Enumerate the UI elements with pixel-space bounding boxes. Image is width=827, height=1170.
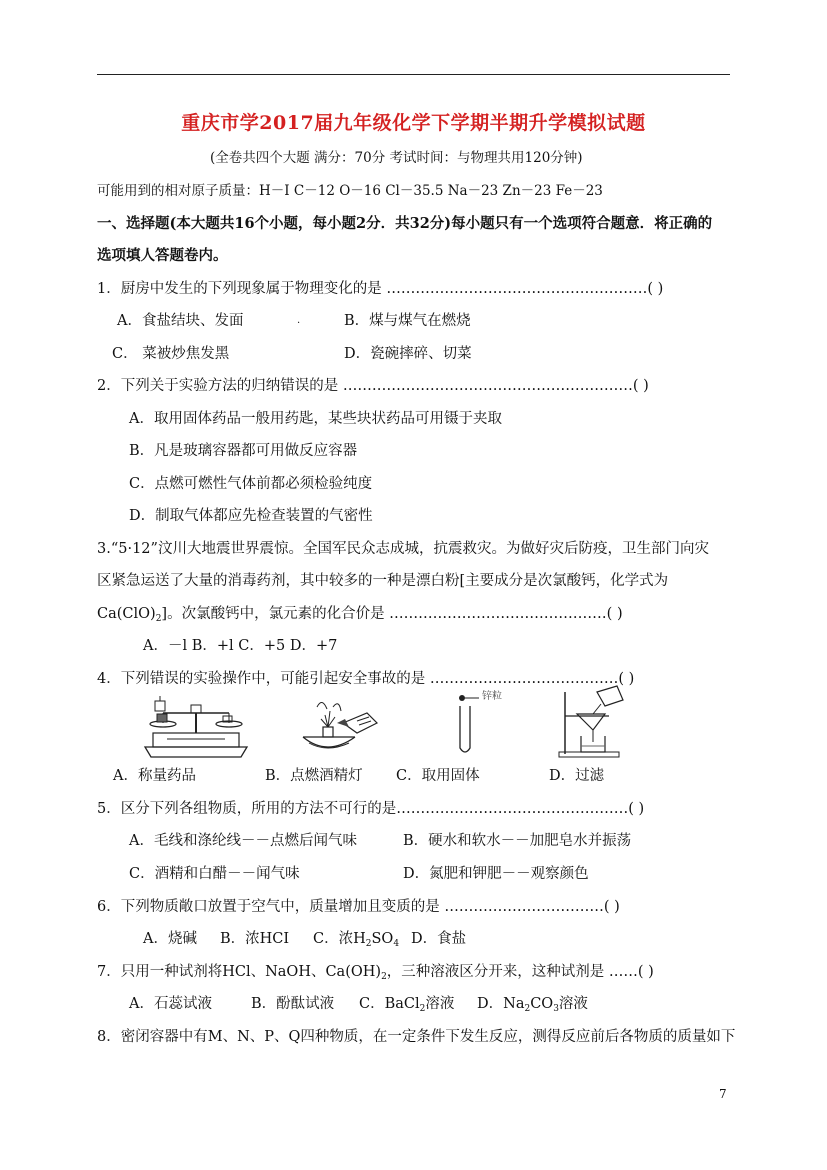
filtration-figure [557, 684, 637, 758]
question-6-option-a: A．烧碱 [143, 931, 197, 947]
zinc-label: 锌粒 [482, 691, 502, 702]
section-heading-line2: 选项填人答题卷内。 [97, 247, 228, 264]
question-5-option-b: B．硬水和软水－－加肥皂水并振荡 [403, 833, 632, 849]
question-2-option-b: B．凡是玻璃容器都可用做反应容器 [129, 443, 358, 459]
question-8-stem: 8．密闭容器中有M、N、P、Q四种物质，在一定条件下发生反应，测得反应前后各物质的质量如下 [97, 1029, 736, 1045]
question-7-stem: 7．只用一种试剂将HCl、NaOH、$Ca(OH)_2$，三种溶液区分开来，这种试剂是 ……( ) [97, 964, 654, 982]
section-heading-line1: 一、选择题(本大题共16个小题，每小题2分．共32分)每小题只有一个选项符合题意．将正确的 [97, 215, 713, 232]
question-3-line2: 区紧急运送了大量的消毒药剂，其中较多的一种是漂白粉[主要成分是次氯酸钙，化学式为 [97, 573, 669, 589]
alcohol-lamp-figure [297, 693, 387, 759]
header-rule [97, 74, 730, 75]
question-6-option-b: B．浓HCI [220, 931, 290, 947]
question-5-option-d: D．氮肥和钾肥－－观察颜色 [403, 866, 589, 882]
question-1-option-a: A．食盐结块、发面 [117, 313, 244, 329]
question-5-option-c: C．酒精和白醋－－闻气味 [129, 866, 300, 882]
question-7-option-a: A．石蕊试液 [129, 996, 212, 1012]
question-6-stem: 6．下列物质敞口放置于空气中，质量增加且变质的是 ……………………………( ) [97, 899, 620, 915]
question-5-stem: 5．区分下列各组物质，所用的方法不可行的是…………………………………………( ) [97, 801, 645, 817]
question-3-line1: 3.“5·12”汶川大地震世界震惊。全国军民众志成城，抗震救灾。为做好灾后防疫，卫生部门向灾 [97, 541, 709, 557]
question-4-option-d: D．过滤 [549, 768, 605, 784]
stray-dot: . [297, 315, 301, 326]
question-1-option-d: D．瓷碗摔碎、切菜 [344, 346, 472, 362]
question-1-option-c: C． 菜被炒焦发黑 [112, 346, 230, 362]
page-number: 7 [719, 1087, 727, 1101]
question-1-option-b: B．煤与煤气在燃烧 [344, 313, 471, 329]
question-4-option-b: B．点燃酒精灯 [265, 768, 363, 784]
exam-subtitle: (全卷共四个大题 满分：70分 考试时间：与物理共用120分钟) [210, 150, 583, 166]
question-4-stem: 4．下列错误的实验操作中，可能引起安全事故的是 …………………………………( ) [97, 671, 635, 687]
question-2-option-a: A．取用固体药品一般用药匙，某些块状药品可用镊于夹取 [129, 411, 502, 427]
question-6-option-d: D．食盐 [411, 931, 467, 947]
atomic-masses: 可能用到的相对原子质量：H－I C－12 O－16 Cl－35.5 Na－23 Zn－23 Fe－23 [97, 183, 603, 199]
question-3-line3: $Ca(ClO)_2$]。次氯酸钙中，氯元素的化合价是 ………………………………………( ) [97, 606, 623, 624]
question-1-stem: 1．厨房中发生的下列现象属于物理变化的是 ………………………………………………( ) [97, 281, 664, 297]
page-title: 重庆市学2017届九年级化学下学期半期升学模拟试题 [181, 112, 646, 134]
question-5-option-a: A．毛线和涤纶线－－点燃后闻气味 [129, 833, 357, 849]
question-4-option-a: A．称量药品 [113, 768, 196, 784]
question-3-options: A．－l B．+l C．+5 D．+7 [143, 638, 338, 654]
question-2-option-d: D．制取气体都应先检查装置的气密性 [129, 508, 373, 524]
question-7-option-c: C．BaCl$_2$溶液 [359, 996, 455, 1014]
question-4-option-c: C．取用固体 [396, 768, 480, 784]
question-7-option-b: B．酚酞试液 [251, 996, 335, 1012]
balance-scale-figure [137, 693, 255, 759]
question-7-option-d: D．$Na_2CO_3$溶液 [477, 996, 588, 1014]
question-2-stem: 2．下列关于实验方法的归纳错误的是 ……………………………………………………( ) [97, 378, 649, 394]
question-2-option-c: C．点燃可燃性气体前都必须检验纯度 [129, 476, 373, 492]
question-6-option-c: C．浓$H_2SO_4$ [313, 931, 400, 949]
